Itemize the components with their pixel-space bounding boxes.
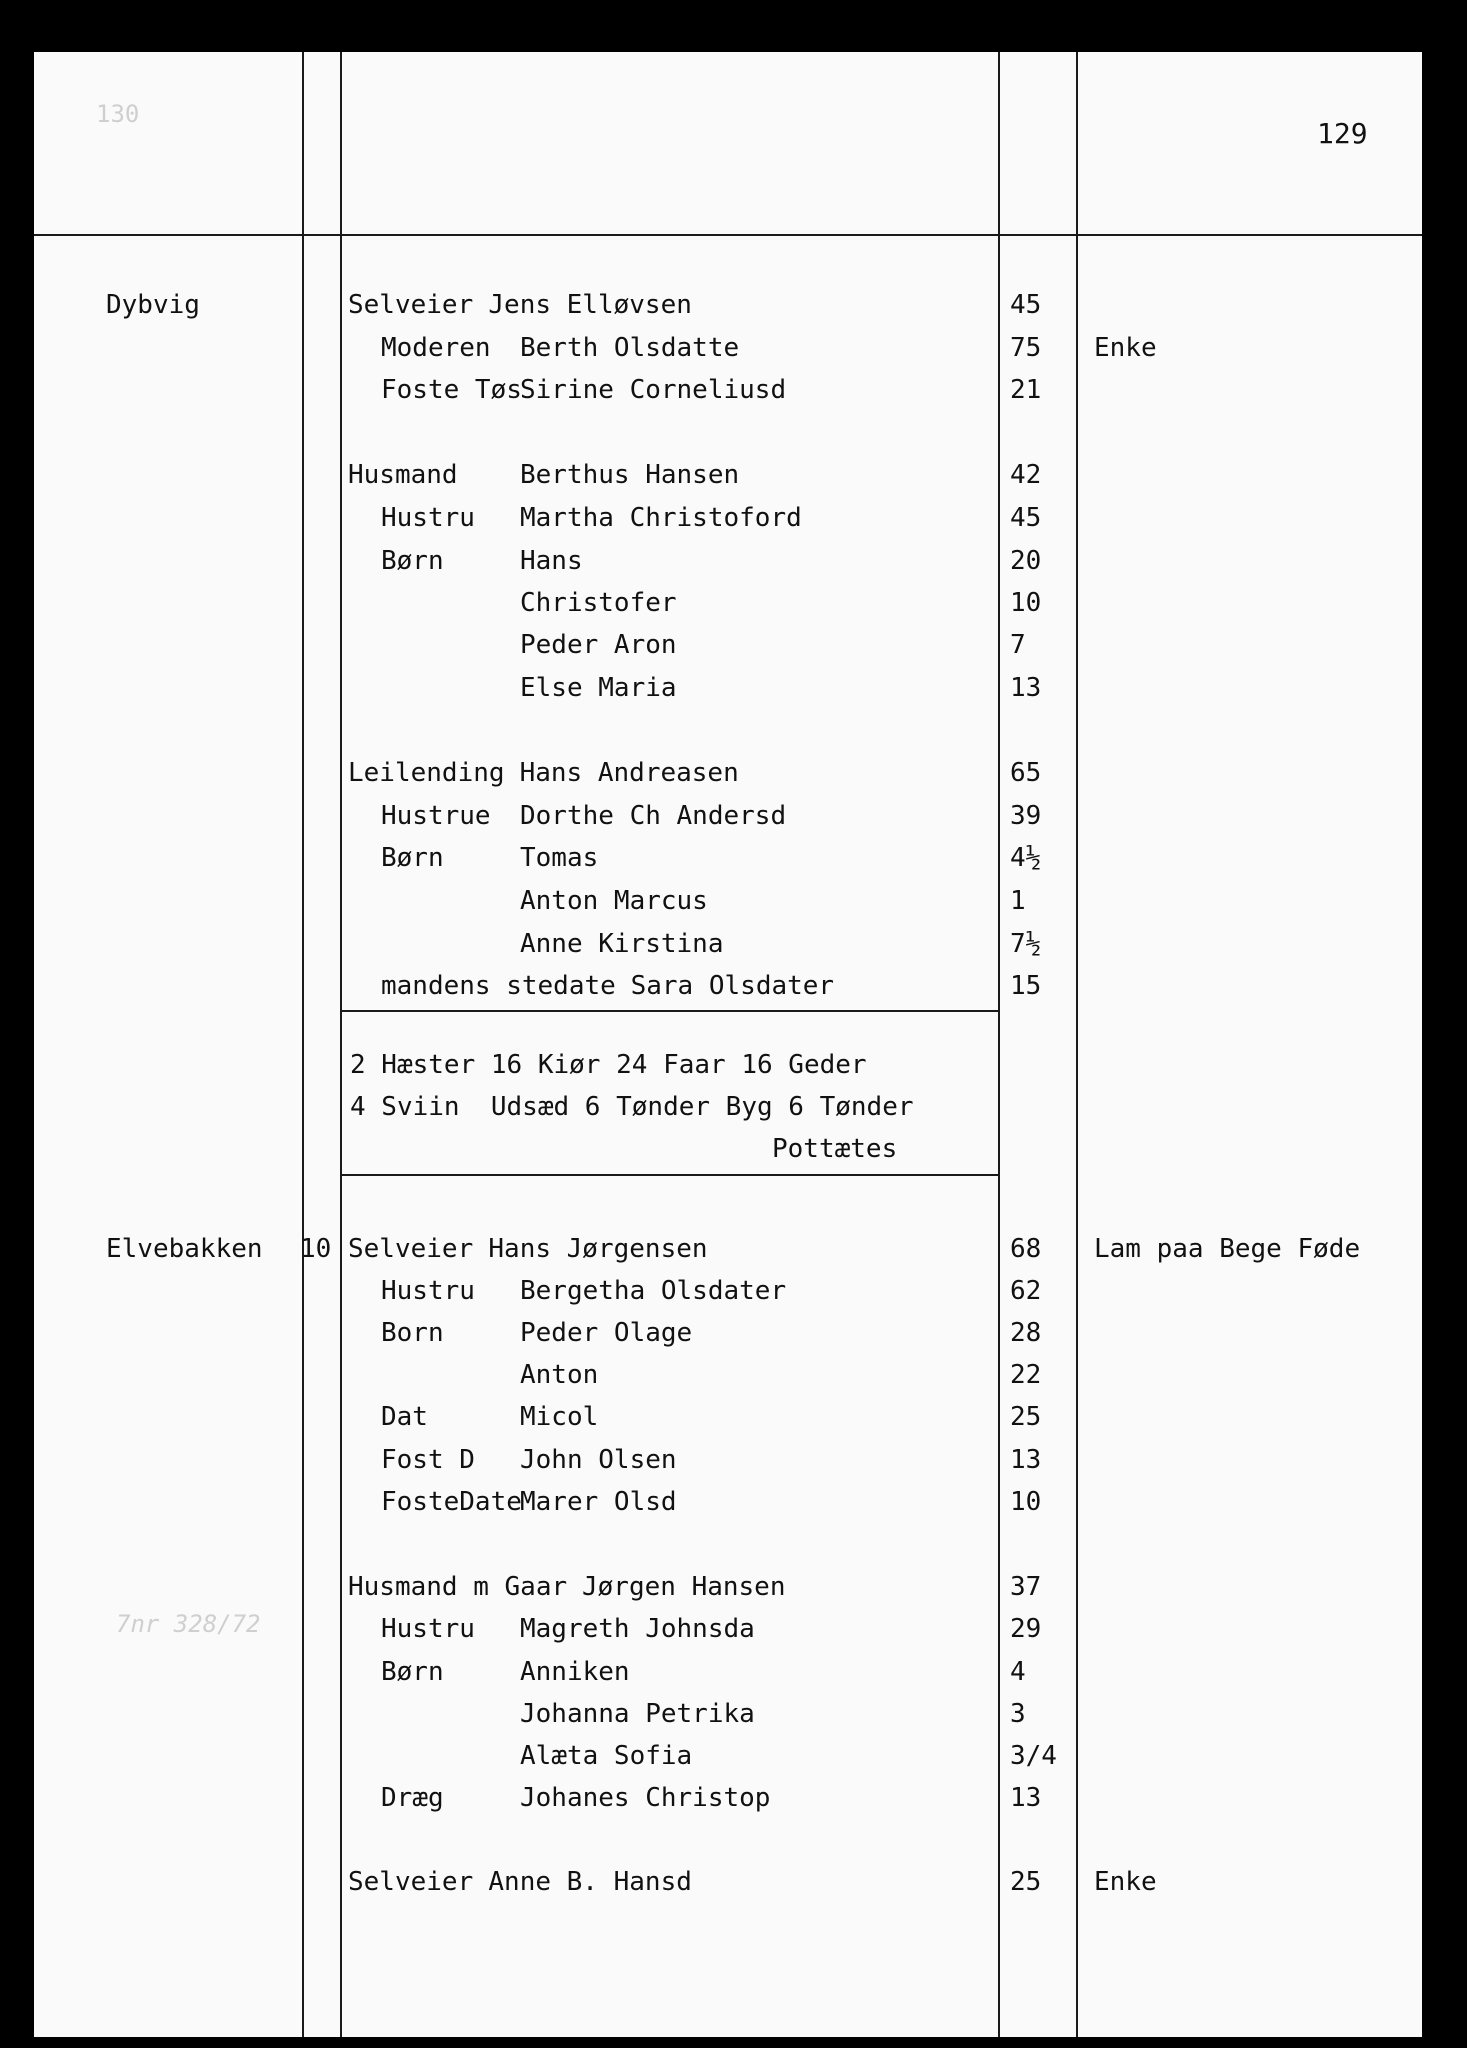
- role-cell: Hustru: [381, 503, 475, 533]
- bleed-page-number: 130: [96, 100, 140, 128]
- age-cell: 10: [1010, 1487, 1042, 1517]
- name-cell: Magreth Johnsda: [520, 1614, 755, 1644]
- column-rule-notes: [1076, 52, 1078, 2037]
- role-cell: Selveier: [348, 1867, 474, 1897]
- header-rule: [34, 234, 1422, 236]
- name-cell: Anniken: [520, 1657, 630, 1687]
- note-cell: Enke: [1094, 333, 1157, 363]
- role-cell: Dat: [381, 1402, 428, 1432]
- age-cell: 45: [1010, 503, 1042, 533]
- livestock-box-bottom: [340, 1174, 1000, 1176]
- name-cell: Berthus Hansen: [520, 460, 740, 490]
- place-cell: Elvebakken: [106, 1234, 263, 1264]
- role-cell: mandens stedate: [381, 971, 616, 1001]
- age-cell: 68: [1010, 1234, 1042, 1264]
- livestock-box-top: [340, 1010, 1000, 1012]
- census-page: [34, 52, 1422, 2037]
- name-cell: Alæta Sofia: [520, 1741, 693, 1771]
- name-cell: Berth Olsdatte: [520, 333, 740, 363]
- name-cell: Anton Marcus: [520, 886, 708, 916]
- name-cell: Hans Andreasen: [519, 758, 739, 788]
- age-cell: 39: [1010, 801, 1042, 831]
- column-rule-age: [998, 52, 1000, 2037]
- age-cell: 62: [1010, 1276, 1042, 1306]
- age-cell: 45: [1010, 290, 1042, 320]
- age-cell: 10: [1010, 588, 1042, 618]
- age-cell: 37: [1010, 1572, 1042, 1602]
- age-cell: 7: [1010, 630, 1026, 660]
- age-cell: 42: [1010, 460, 1042, 490]
- livestock-line-1: 2 Hæster 16 Kiør 24 Faar 16 Geder: [350, 1050, 867, 1080]
- name-cell: Sara Olsdater: [630, 971, 835, 1001]
- name-cell: Tomas: [520, 843, 599, 873]
- age-cell: 65: [1010, 758, 1042, 788]
- age-cell: 4½: [1010, 843, 1042, 873]
- note-cell: Lam paa Bege Føde: [1094, 1234, 1361, 1264]
- place-cell: Dybvig: [106, 290, 200, 320]
- name-cell: Marer Olsd: [520, 1487, 677, 1517]
- name-cell: Martha Christoford: [520, 503, 802, 533]
- name-cell: Else Maria: [520, 673, 677, 703]
- role-cell: Husmand: [348, 460, 458, 490]
- name-cell: Bergetha Olsdater: [520, 1276, 787, 1306]
- name-cell: Dorthe Ch Andersd: [520, 801, 787, 831]
- age-cell: 29: [1010, 1614, 1042, 1644]
- bleed-margin-note: 7nr 328/72: [116, 1610, 261, 1638]
- role-cell: Fost D: [381, 1445, 475, 1475]
- name-cell: Anton: [520, 1360, 599, 1390]
- name-cell: Anne B. Hansd: [488, 1867, 692, 1897]
- age-cell: 1: [1010, 886, 1026, 916]
- age-cell: 75: [1010, 333, 1042, 363]
- name-cell: Johanes Christop: [520, 1783, 771, 1813]
- age-cell: 13: [1010, 1445, 1042, 1475]
- role-cell: Selveier: [348, 1234, 474, 1264]
- role-cell: Selveier: [348, 290, 474, 320]
- name-cell: Peder Olage: [520, 1318, 693, 1348]
- age-cell: 25: [1010, 1402, 1042, 1432]
- age-cell: 25: [1010, 1867, 1042, 1897]
- age-cell: 15: [1010, 971, 1042, 1001]
- page-number: 129: [1317, 117, 1368, 150]
- house-number-cell: 10: [300, 1234, 332, 1264]
- role-cell: Born: [381, 1318, 444, 1348]
- role-cell: Husmand m Gaar: [348, 1572, 568, 1602]
- role-cell: Børn: [381, 546, 444, 576]
- name-cell: Christofer: [520, 588, 677, 618]
- role-cell: Børn: [381, 1657, 444, 1687]
- age-cell: 21: [1010, 375, 1042, 405]
- role-cell: Dræg: [381, 1783, 444, 1813]
- role-cell: Hustru: [381, 1276, 475, 1306]
- name-cell: Anne Kirstina: [520, 929, 724, 959]
- role-cell: Foste Tøs: [381, 375, 522, 405]
- age-cell: 3: [1010, 1699, 1026, 1729]
- column-rule-number: [340, 52, 342, 2037]
- note-cell: Enke: [1094, 1867, 1157, 1897]
- role-cell: Hustrue: [381, 801, 491, 831]
- age-cell: 4: [1010, 1657, 1026, 1687]
- age-cell: 13: [1010, 673, 1042, 703]
- role-cell: Leilending: [348, 758, 505, 788]
- name-cell: Hans Jørgensen: [488, 1234, 708, 1264]
- name-cell: Jørgen Hansen: [582, 1572, 786, 1602]
- role-cell: Hustru: [381, 1614, 475, 1644]
- age-cell: 22: [1010, 1360, 1042, 1390]
- livestock-line-2: 4 Sviin Udsæd 6 Tønder Byg 6 Tønder: [350, 1092, 914, 1122]
- name-cell: Sirine Corneliusd: [520, 375, 787, 405]
- name-cell: Jens Elløvsen: [488, 290, 692, 320]
- name-cell: John Olsen: [520, 1445, 677, 1475]
- livestock-line-3: Pottætes: [772, 1134, 898, 1164]
- age-cell: 28: [1010, 1318, 1042, 1348]
- age-cell: 13: [1010, 1783, 1042, 1813]
- role-cell: Moderen: [381, 333, 491, 363]
- name-cell: Peder Aron: [520, 630, 677, 660]
- role-cell: Børn: [381, 843, 444, 873]
- role-cell: FosteDate: [381, 1487, 522, 1517]
- name-cell: Micol: [520, 1402, 599, 1432]
- age-cell: 20: [1010, 546, 1042, 576]
- name-cell: Hans: [520, 546, 583, 576]
- column-rule-place: [302, 52, 304, 2037]
- name-cell: Johanna Petrika: [520, 1699, 755, 1729]
- age-cell: 3/4: [1010, 1741, 1057, 1771]
- age-cell: 7½: [1010, 929, 1042, 959]
